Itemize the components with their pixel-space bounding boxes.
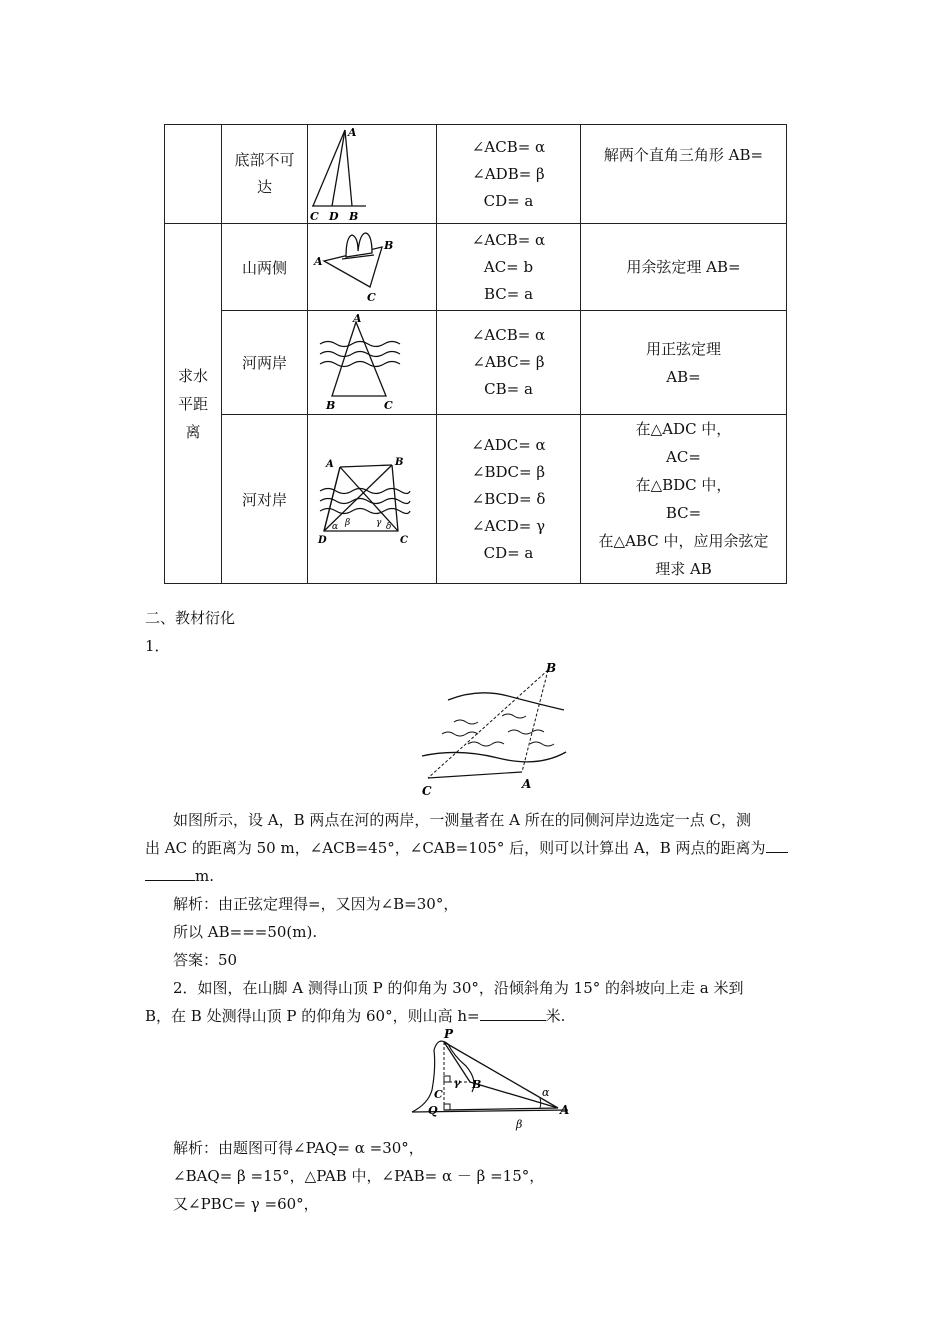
type-label: 河两岸 (241, 354, 287, 372)
solution-line: BC= (665, 504, 702, 522)
type-cell (222, 311, 308, 415)
label-c: C (367, 291, 376, 304)
q2-analysis-3: 又∠PBC= γ =60°， (173, 1195, 319, 1213)
label-c: C (422, 784, 432, 798)
label-b: B (395, 457, 404, 468)
solution-line: 用正弦定理 (645, 339, 721, 358)
river-figure (418, 660, 568, 800)
figure-cell (308, 415, 437, 584)
table-row (165, 311, 787, 415)
type-label: 底部不可达 (234, 151, 295, 196)
label-a: A (522, 777, 532, 791)
type-label: 河对岸 (241, 490, 287, 509)
q1-text-1: 如图所示，设 A，B 两点在河的两岸，一测量者在 A 所在的同侧河岸边选定一点 C，测 (173, 811, 752, 829)
condition: ∠BCD= δ (471, 489, 546, 508)
solution-cell (581, 125, 787, 224)
answer-blank (480, 1006, 546, 1021)
conditions-cell (437, 415, 581, 584)
label-a: A (314, 255, 323, 268)
q1-text-3: m. (195, 867, 214, 885)
label-d: D (318, 535, 327, 546)
label-b: B (384, 239, 394, 252)
condition: ∠ADB= β (472, 164, 545, 183)
type-label: 山两侧 (241, 258, 287, 277)
conditions-cell (437, 224, 581, 311)
figure-cell (308, 224, 437, 311)
condition: ∠ACD= γ (471, 516, 546, 535)
solution-cell (581, 415, 787, 584)
solution-line: 在△ABC 中，应用余弦定 (598, 532, 769, 550)
label-alpha: α (332, 522, 339, 532)
condition: ∠ADC= α (471, 435, 546, 454)
q2-analysis-2: ∠BAQ= β =15°，△PAB 中，∠PAB= α － β =15°， (173, 1167, 545, 1185)
group-cell (165, 224, 222, 584)
mountain-slope-figure (408, 1027, 578, 1131)
group-label: 求水平距离 (177, 366, 208, 441)
solution-line: 在△ADC 中， (635, 420, 732, 438)
condition: ∠ABC= β (472, 353, 545, 371)
conditions-cell (437, 311, 581, 415)
condition: ∠ACB= α (471, 230, 546, 249)
label-beta: β (345, 518, 351, 528)
label-gamma: γ (454, 1078, 461, 1089)
q2-text-1: 2．如图，在山脚 A 测得山顶 P 的仰角为 30°，沿倾斜角为 15° 的斜坡向上走 a 米到 (173, 979, 744, 997)
q1-text-2: 出 AC 的距离为 50 m，∠ACB=45°，∠CAB=105° 后，则可以计算出 A，B 两点的距离为 (145, 839, 766, 857)
label-gamma: γ (376, 518, 382, 528)
label-alpha: α (542, 1086, 550, 1099)
solution-cell (581, 311, 787, 415)
condition: CD= a (483, 543, 534, 562)
solution-line: 用余弦定理 AB= (626, 258, 741, 276)
q1-analysis-1: 解析：由正弦定理得=，又因为∠B=30°， (173, 895, 459, 913)
label-p: P (444, 1027, 454, 1041)
label-b: B (546, 661, 557, 675)
mountain-figure (312, 227, 432, 307)
table-row (165, 125, 787, 224)
q1-analysis-2: 所以 AB===50(m). (173, 923, 318, 941)
answer-blank (766, 838, 788, 853)
table-row (165, 415, 787, 584)
label-c: C (434, 1088, 443, 1101)
river-banks-figure (312, 311, 432, 412)
label-c: C (384, 398, 393, 412)
label-b: B (326, 398, 336, 412)
label-beta: β (516, 1118, 523, 1131)
q2-analysis-1: 解析：由题图可得∠PAQ= α =30°， (173, 1139, 424, 1157)
measurement-table (164, 124, 787, 584)
condition: BC= a (483, 284, 534, 303)
label-a: A (560, 1103, 570, 1117)
condition: ∠ACB= α (471, 137, 546, 156)
solution-line: 解两个直角三角形 AB= (603, 146, 764, 164)
type-cell (222, 125, 308, 224)
condition: ∠BDC= β (471, 462, 546, 481)
condition: CD= a (483, 191, 534, 210)
label-d: D (329, 210, 339, 223)
table-row (165, 224, 787, 311)
figure-cell (308, 125, 437, 224)
type-cell (222, 224, 308, 311)
q1-text-3-line (145, 862, 845, 890)
type-cell (222, 415, 308, 584)
label-c: C (400, 535, 408, 546)
q2-text-2b: 米. (545, 1007, 566, 1025)
solution-line: AC= (666, 448, 701, 466)
section-title: 二、教材衍化 (145, 609, 236, 627)
condition: CB= a (484, 380, 533, 398)
solution-cell (581, 224, 787, 311)
solution-line: 在△BDC 中， (635, 476, 732, 494)
q1-number: 1． (145, 637, 170, 655)
opposite-bank-figure (312, 449, 432, 549)
q1-text-2-line (145, 834, 845, 862)
group-cell-empty (165, 125, 222, 224)
label-a: A (353, 311, 362, 325)
q2-text-2a: B，在 B 处测得山顶 P 的仰角为 60°，则山高 h= (145, 1007, 480, 1025)
inaccessible-base-figure (312, 126, 432, 222)
answer-blank (145, 866, 195, 881)
label-a: A (326, 459, 334, 470)
label-c: C (310, 210, 319, 223)
label-delta: δ (386, 522, 392, 532)
solution-line: AB= (666, 367, 701, 386)
label-b: B (349, 210, 359, 223)
label-a: A (348, 126, 357, 139)
q2-text-2-line (145, 1002, 845, 1030)
q1-answer: 答案：50 (173, 951, 238, 969)
conditions-cell (437, 125, 581, 224)
label-b: B (472, 1078, 482, 1091)
condition: AC= b (483, 257, 534, 276)
condition: ∠ACB= α (471, 326, 546, 344)
figure-cell (308, 311, 437, 415)
solution-line: 理求 AB (655, 560, 712, 578)
label-q: Q (428, 1104, 438, 1117)
